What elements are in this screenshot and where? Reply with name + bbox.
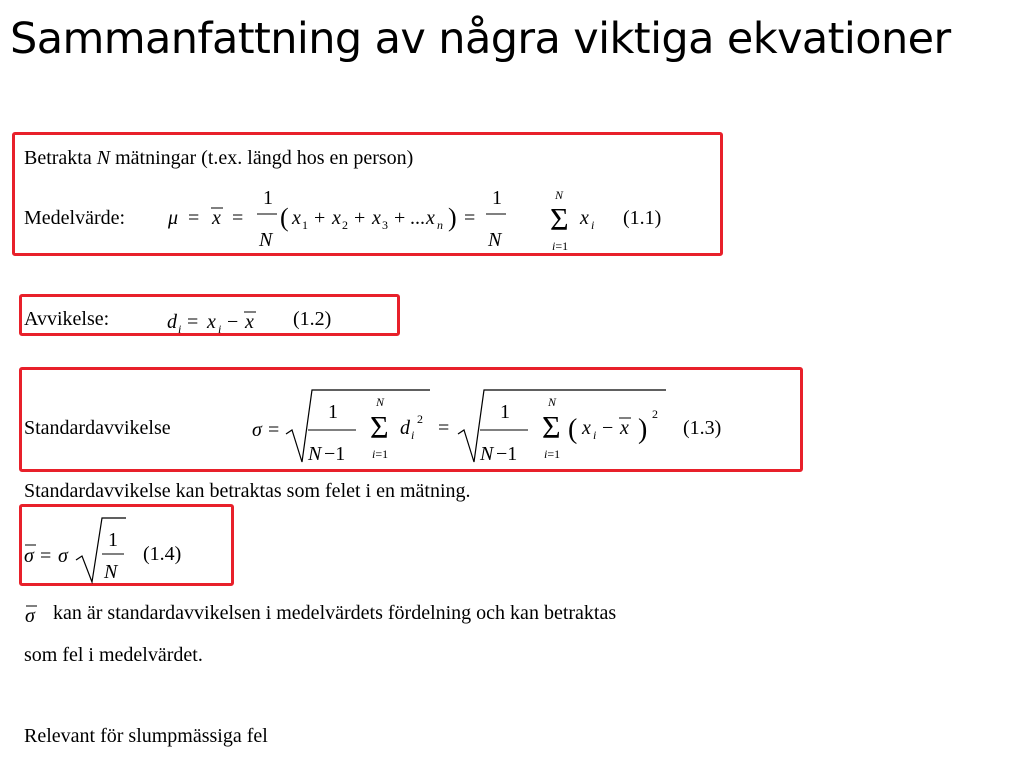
svg-text:1: 1 [328, 401, 338, 423]
svg-text:σ: σ [24, 545, 34, 567]
svg-text:(: ( [280, 203, 289, 232]
svg-text:−1: −1 [496, 443, 518, 465]
svg-text:...: ... [410, 207, 425, 229]
svg-text:x: x [245, 311, 254, 333]
sigma-bar-symbol [22, 600, 44, 628]
svg-text:N: N [548, 395, 557, 409]
svg-text:Σ: Σ [542, 409, 561, 445]
svg-text:N: N [488, 229, 502, 251]
stddev-note: Standardavvikelse kan betraktas som felet i en mätning. [24, 480, 471, 502]
svg-text:+: + [354, 207, 366, 229]
svg-text:i: i [411, 428, 415, 442]
svg-text:σ: σ [252, 419, 262, 441]
eq4-number: (1.4) [143, 543, 182, 565]
svg-text:x: x [426, 207, 435, 229]
svg-text:i=1: i=1 [372, 447, 389, 461]
svg-text:x: x [582, 417, 591, 439]
intro-variable: N [96, 147, 111, 169]
svg-text:): ) [638, 414, 648, 445]
svg-text:d: d [167, 311, 177, 333]
svg-text:x: x [580, 207, 589, 229]
svg-text:−1: −1 [324, 443, 346, 465]
svg-text:N: N [555, 188, 564, 202]
svg-text:3: 3 [382, 218, 388, 232]
svg-text:Σ: Σ [550, 201, 569, 237]
svg-text:2: 2 [652, 407, 658, 421]
svg-text:(: ( [568, 414, 578, 445]
svg-text:2: 2 [417, 412, 423, 426]
deviation-label: Avvikelse: [24, 308, 110, 330]
stddev-label: Standardavvikelse [24, 417, 171, 439]
svg-text:−: − [227, 311, 239, 333]
svg-text:+: + [394, 207, 406, 229]
mean-error-equation [22, 508, 142, 584]
svg-text:1: 1 [302, 218, 308, 232]
svg-text:=: = [438, 417, 450, 439]
mean-equation [160, 180, 630, 260]
svg-text:x: x [372, 207, 381, 229]
svg-text:=: = [268, 419, 280, 441]
svg-text:x: x [332, 207, 341, 229]
svg-text:1: 1 [263, 187, 273, 209]
slide-title: Sammanfattning av några viktiga ekvationer [10, 14, 951, 64]
svg-text:1: 1 [492, 187, 502, 209]
svg-text:1: 1 [108, 529, 118, 551]
eq3-number: (1.3) [683, 417, 722, 439]
svg-text:N: N [104, 561, 118, 583]
svg-text:1: 1 [500, 401, 510, 423]
stddev-equation [248, 378, 678, 468]
svg-text:i: i [218, 322, 222, 336]
svg-text:i: i [593, 428, 597, 442]
mean-label: Medelvärde: [24, 207, 126, 229]
intro-suffix: mätningar (t.ex. längd hos en person) [115, 147, 414, 169]
svg-text:i: i [178, 322, 182, 336]
mean-error-description-line2: som fel i medelvärdet. [24, 644, 203, 666]
svg-text:Σ: Σ [370, 409, 389, 445]
svg-text:N: N [259, 229, 273, 251]
measurement-intro [24, 147, 413, 170]
relevance-note: Relevant för slumpmässiga fel [24, 725, 268, 747]
eq1-number: (1.1) [623, 207, 662, 229]
svg-text:x: x [207, 311, 216, 333]
svg-text:σ: σ [58, 545, 68, 567]
svg-text:N: N [308, 443, 322, 465]
svg-text:+: + [314, 207, 326, 229]
eq2-number: (1.2) [293, 308, 332, 330]
svg-text:N: N [480, 443, 494, 465]
svg-text:n: n [437, 218, 443, 232]
svg-text:=: = [40, 545, 52, 567]
deviation-equation [165, 304, 285, 336]
intro-prefix: Betrakta [24, 147, 92, 169]
svg-text:i: i [591, 218, 595, 232]
svg-text:=: = [188, 207, 200, 229]
svg-text:=: = [187, 311, 199, 333]
svg-text:2: 2 [342, 218, 348, 232]
svg-text:i=1: i=1 [552, 239, 569, 253]
svg-text:N: N [376, 395, 385, 409]
svg-text:μ: μ [168, 207, 179, 229]
svg-text:−: − [602, 417, 614, 439]
svg-text:=: = [464, 207, 476, 229]
svg-text:x: x [620, 417, 629, 439]
svg-text:x: x [212, 207, 221, 229]
svg-text:): ) [448, 203, 457, 232]
svg-text:=: = [232, 207, 244, 229]
mean-error-description-line1: kan är standardavvikelsen i medelvärdets fördelning och kan betraktas [53, 602, 617, 624]
svg-text:i=1: i=1 [544, 447, 561, 461]
svg-text:d: d [400, 417, 410, 439]
svg-text:σ: σ [25, 605, 35, 627]
svg-text:x: x [292, 207, 301, 229]
